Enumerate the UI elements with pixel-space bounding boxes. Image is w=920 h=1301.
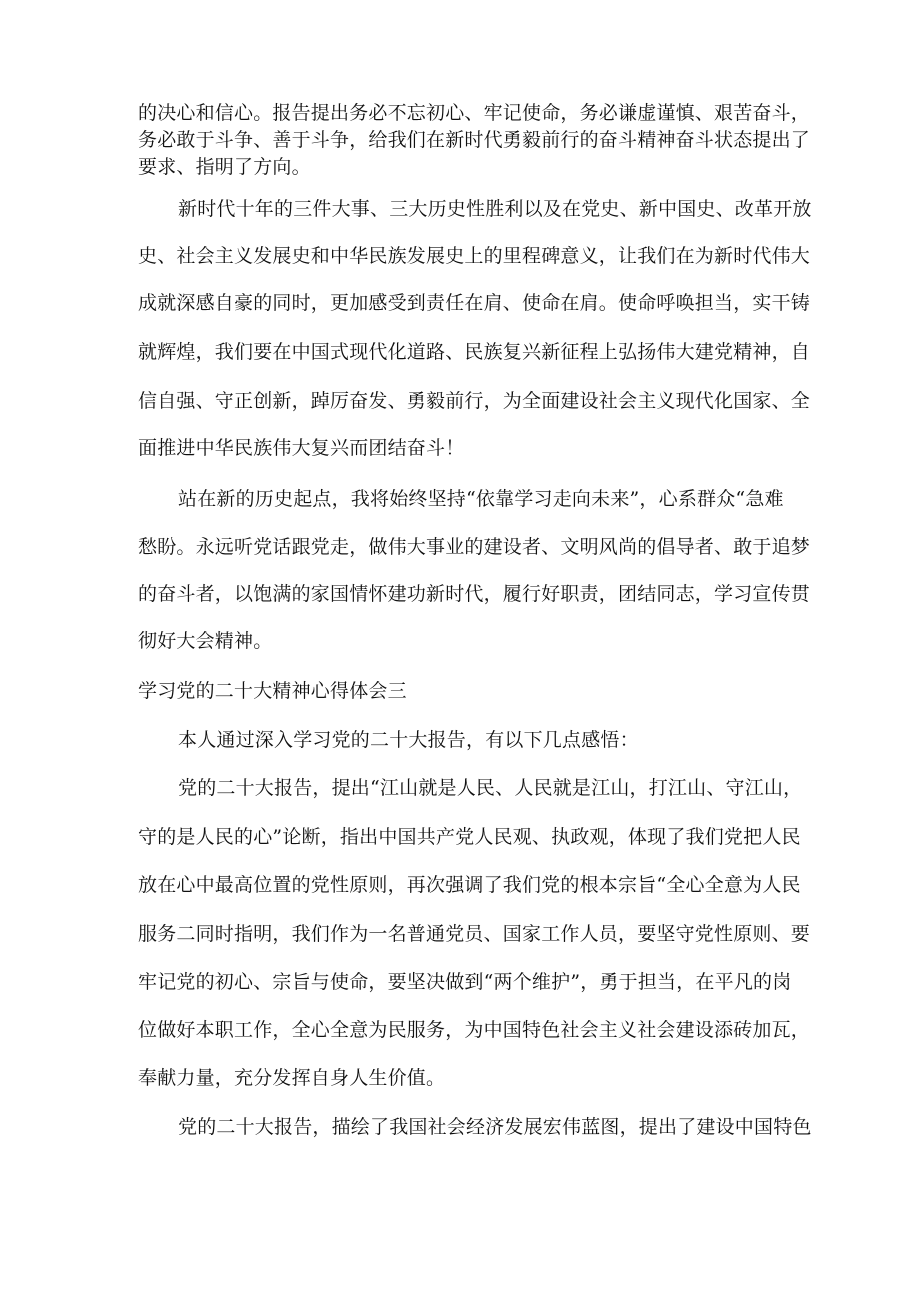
section-heading: 学习党的二十大精神心得体会三 xyxy=(138,680,407,702)
paragraph-4-line-1: 本人通过深入学习党的二十大报告，有以下几点感悟： xyxy=(178,729,639,751)
paragraph-5-line-4: 服务二同时指明，我们作为一名普通党员、国家工作人员，要坚守党性原则、要 xyxy=(138,923,811,945)
paragraph-5-line-5: 牢记党的初心、宗旨与使命，要坚决做到“两个维护”，勇于担当，在平凡的岗 xyxy=(138,971,792,993)
paragraph-2-line-5: 信自强、守正创新，踔厉奋发、勇毅前行，为全面建设社会主义现代化国家、全 xyxy=(138,390,811,412)
paragraph-3-line-2: 愁盼。永远听党话跟党走，做伟大事业的建设者、文明风尚的倡导者、敢于追梦 xyxy=(138,536,811,558)
paragraph-1-line-2: 务必敢于斗争、善于斗争，给我们在新时代勇毅前行的奋斗精神奋斗状态提出了 xyxy=(138,129,811,151)
paragraph-2-line-2: 史、社会主义发展史和中华民族发展史上的里程碑意义，让我们在为新时代伟大 xyxy=(138,245,811,267)
paragraph-1-line-1: 的决心和信心。报告提出务必不忘初心、牢记使命，务必谦虚谨慎、艰苦奋斗， xyxy=(138,102,811,124)
paragraph-1-line-3: 要求、指明了方向。 xyxy=(138,156,311,178)
paragraph-2-line-6: 面推进中华民族伟大复兴而团结奋斗！ xyxy=(138,437,465,459)
paragraph-5-line-3: 放在心中最高位置的党性原则，再次强调了我们党的根本宗旨“全心全意为人民 xyxy=(138,874,801,896)
paragraph-6-line-1: 党的二十大报告，描绘了我国社会经济发展宏伟蓝图，提出了建设中国特色 xyxy=(178,1116,812,1138)
paragraph-5-line-1: 党的二十大报告，提出“江山就是人民、人民就是江山，打江山、守江山， xyxy=(178,777,803,799)
paragraph-5-line-7: 奉献力量，充分发挥自身人生价值。 xyxy=(138,1067,446,1089)
paragraph-2-line-3: 成就深感自豪的同时，更加感受到责任在肩、使命在肩。使命呼唤担当，实干铸 xyxy=(138,292,811,314)
paragraph-5-line-2: 守的是人民的心”论断，指出中国共产党人民观、执政观，体现了我们党把人民 xyxy=(138,826,801,848)
paragraph-5-line-6: 位做好本职工作，全心全意为民服务，为中国特色社会主义社会建设添砖加瓦， xyxy=(138,1019,811,1041)
paragraph-3-line-3: 的奋斗者，以饱满的家国情怀建功新时代，履行好职责，团结同志，学习宣传贯 xyxy=(138,583,811,605)
paragraph-2-line-4: 就辉煌，我们要在中国式现代化道路、民族复兴新征程上弘扬伟大建党精神，自 xyxy=(138,341,811,363)
paragraph-2-line-1: 新时代十年的三件大事、三大历史性胜利以及在党史、新中国史、改革开放 xyxy=(178,198,812,220)
paragraph-3-line-1: 站在新的历史起点，我将始终坚持“依靠学习走向未来”，心系群众“急难 xyxy=(178,488,784,510)
paragraph-3-line-4: 彻好大会精神。 xyxy=(138,630,273,652)
